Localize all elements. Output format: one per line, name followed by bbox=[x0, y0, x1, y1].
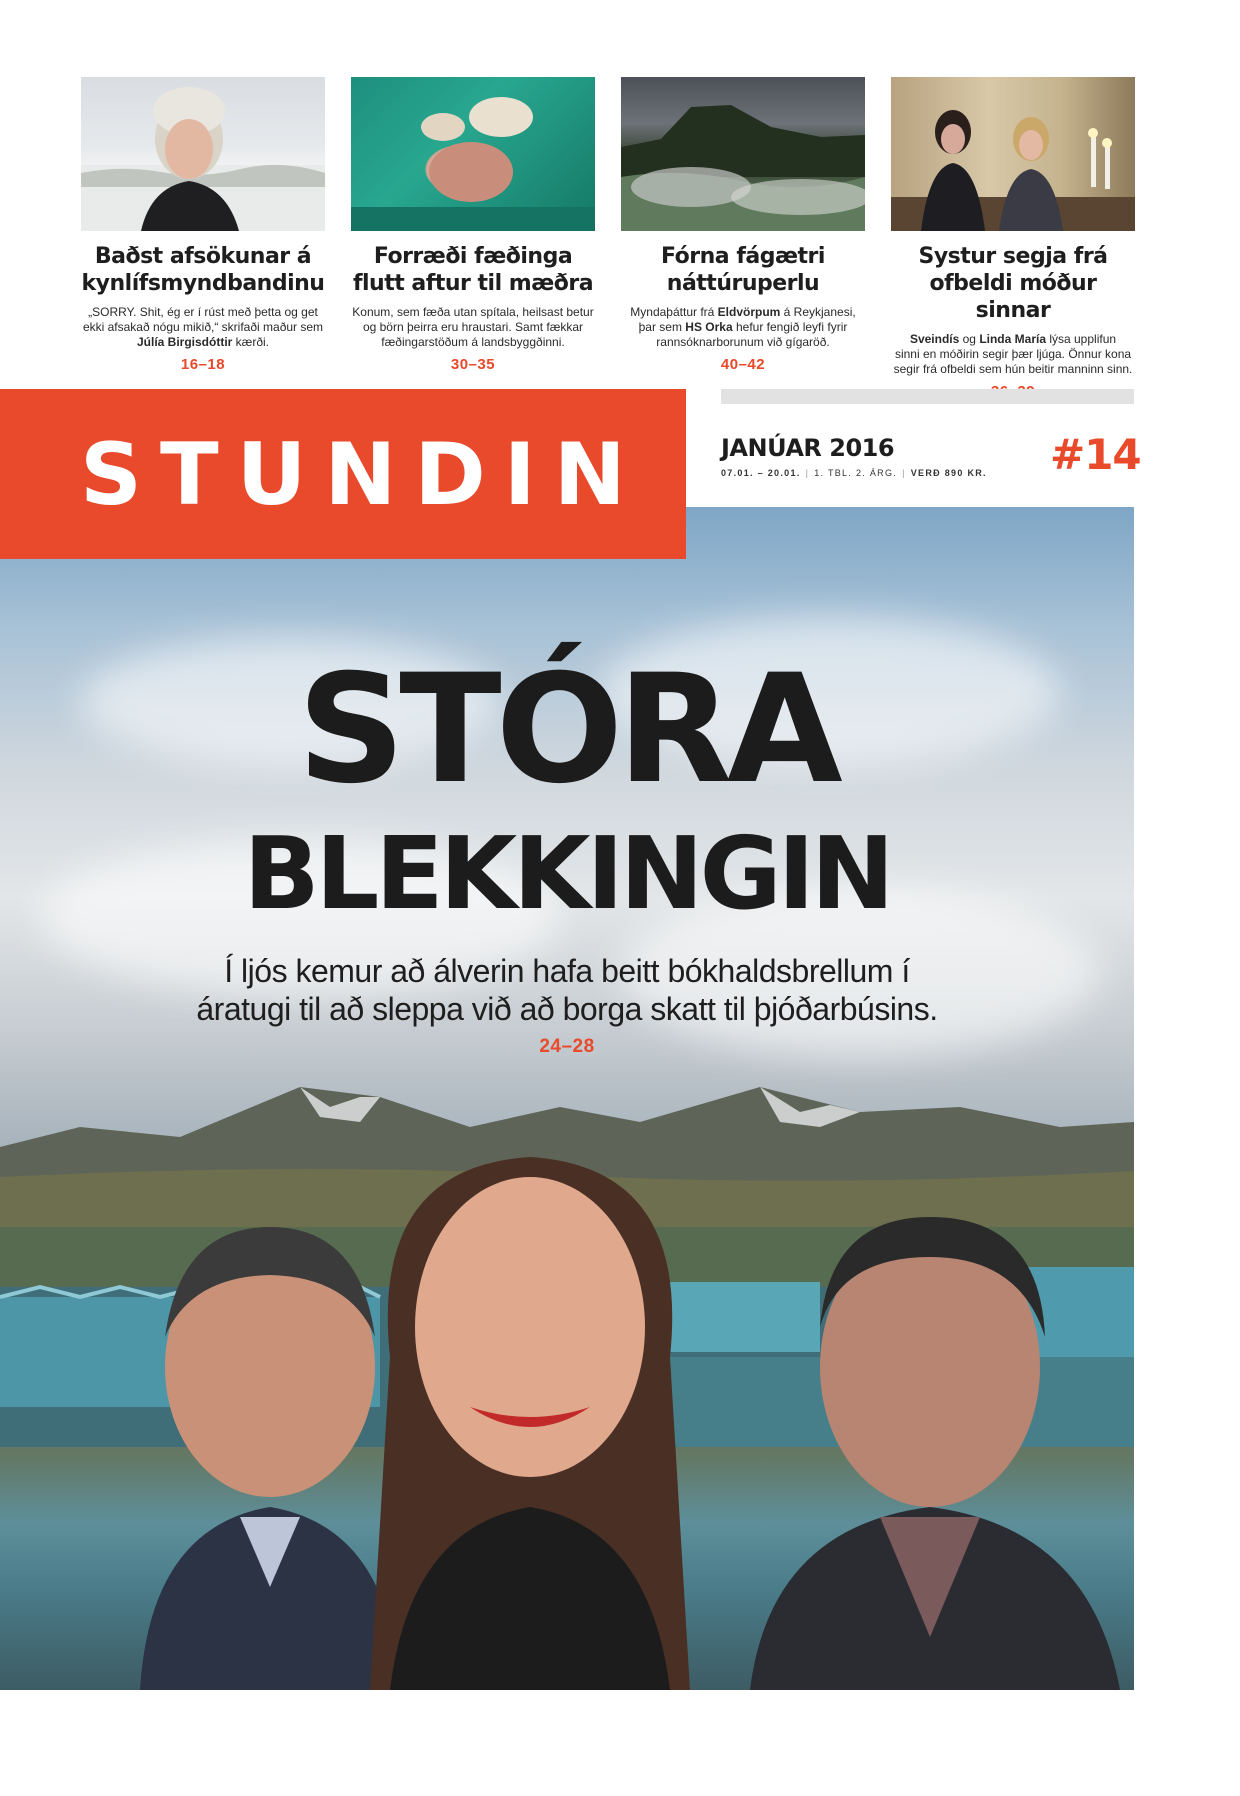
teaser-summary-line: „SORRY. Shit, ég er í rúst með þetta og get bbox=[88, 305, 318, 319]
teaser-summary-line: Konum, sem fæða utan spítala, heilsast betur bbox=[352, 305, 594, 319]
teaser-summary bbox=[81, 305, 325, 350]
teaser-place-name: Eldvörpum bbox=[717, 305, 781, 319]
teaser-summary-line: sinni en móðirin segir þær ljúga. Önnur kona bbox=[894, 347, 1132, 361]
cover-subheadline-line: áratugi til að sleppa við að borga skatt til þjóðarbúsins. bbox=[196, 991, 938, 1027]
teaser-title-line: flutt aftur til mæðra bbox=[352, 271, 594, 296]
teaser-summary-line: ekki afsakað nógu mikið,“ skrifaði maður sem bbox=[82, 320, 324, 334]
teaser-company-name: HS Orka bbox=[685, 320, 733, 334]
teaser-title-line: náttúruperlu bbox=[666, 271, 820, 296]
teaser-image-two-women bbox=[891, 77, 1135, 231]
teaser-title bbox=[351, 243, 595, 297]
issue-number: #14 bbox=[1050, 430, 1141, 479]
teaser-birth-custody[interactable] bbox=[351, 77, 595, 373]
teaser-title-line: Systur segja frá bbox=[918, 244, 1108, 269]
teaser-summary bbox=[891, 332, 1135, 377]
teaser-sex-video-apology[interactable] bbox=[81, 77, 325, 373]
teaser-summary-line: segir frá ofbeldi sem hún beitir manninn sinn. bbox=[893, 362, 1133, 376]
teaser-person-name: Sveindís bbox=[909, 332, 960, 346]
masthead-logo-block[interactable] bbox=[0, 389, 686, 559]
teaser-image-newborn bbox=[351, 77, 595, 231]
issue-price: VERÐ 890 KR. bbox=[910, 468, 987, 478]
teaser-title-line: Baðst afsökunar á bbox=[94, 244, 312, 269]
teaser-summary-line: hefur fengið leyfi fyrir bbox=[732, 320, 848, 334]
teaser-summary-line: á Reykjanesi, bbox=[780, 305, 856, 319]
teaser-page-range: 30–35 bbox=[450, 356, 496, 373]
teaser-summary bbox=[351, 305, 595, 350]
teaser-summary-line: Myndaþáttur frá bbox=[630, 305, 718, 319]
newborn-illustration bbox=[351, 77, 595, 231]
teaser-person-name: Linda María bbox=[979, 332, 1046, 346]
teaser-title-line: Fórna fágætri bbox=[661, 244, 825, 269]
teaser-title bbox=[81, 243, 325, 297]
teaser-title bbox=[891, 243, 1135, 324]
teaser-summary-line: og börn þeirra eru hraustari. Samt fækkar bbox=[362, 320, 584, 334]
teaser-sisters-abuse[interactable] bbox=[891, 77, 1135, 400]
teaser-image-woman-snow bbox=[81, 77, 325, 231]
woman-portrait-illustration bbox=[81, 77, 325, 231]
teaser-nature-sacrifice[interactable] bbox=[621, 77, 865, 373]
cover-subheadline bbox=[0, 952, 1134, 1028]
teaser-summary-line: kærði. bbox=[232, 335, 270, 349]
teaser-summary-line: lýsa upplifun bbox=[1046, 332, 1117, 346]
teaser-image-volcanic-landscape bbox=[621, 77, 865, 231]
teaser-summary bbox=[621, 305, 865, 350]
teaser-summary-line: þar sem bbox=[638, 320, 686, 334]
cover-headline-line-1[interactable]: STÓRA bbox=[297, 643, 837, 817]
teaser-title-line: ofbeldi móður sinnar bbox=[929, 271, 1097, 323]
issue-info bbox=[721, 434, 987, 478]
cover-subheadline-line: Í ljós kemur að álverin hafa beitt bókhaldsbrellum í bbox=[224, 953, 910, 989]
teaser-person-name: Júlía Birgisdóttir bbox=[136, 335, 233, 349]
teaser-title-line: kynlífsmyndbandinu bbox=[81, 271, 325, 296]
issue-meta bbox=[721, 468, 987, 478]
cover-story-page-range: 24–28 bbox=[539, 1036, 595, 1057]
teaser-page-range: 16–18 bbox=[180, 356, 226, 373]
teaser-page-range: 40–42 bbox=[720, 356, 766, 373]
meta-separator: | bbox=[902, 468, 906, 478]
issue-dates: 07.01. – 20.01. bbox=[721, 468, 801, 478]
teaser-title-line: Forræði fæðinga bbox=[373, 244, 573, 269]
publication-logo: STUNDIN bbox=[80, 425, 644, 525]
man-right-portrait bbox=[740, 1177, 1134, 1690]
masthead-top-bar bbox=[721, 389, 1134, 404]
issue-month: JANÚAR 2016 bbox=[721, 434, 895, 462]
two-women-illustration bbox=[891, 77, 1135, 231]
teaser-summary-line: og bbox=[959, 332, 980, 346]
volcanic-landscape-illustration bbox=[621, 77, 865, 231]
teaser-title bbox=[621, 243, 865, 297]
woman-center-portrait bbox=[330, 1107, 730, 1690]
teaser-summary-line: fæðingarstöðum á landsbyggðinni. bbox=[381, 335, 565, 349]
meta-separator: | bbox=[805, 468, 810, 478]
teaser-summary-line: rannsóknarborunum við gígaröð. bbox=[656, 335, 830, 349]
issue-volume: 1. TBL. 2. ÁRG. bbox=[814, 468, 898, 478]
cover-headline-line-2[interactable]: BLEKKINGIN bbox=[243, 815, 891, 932]
